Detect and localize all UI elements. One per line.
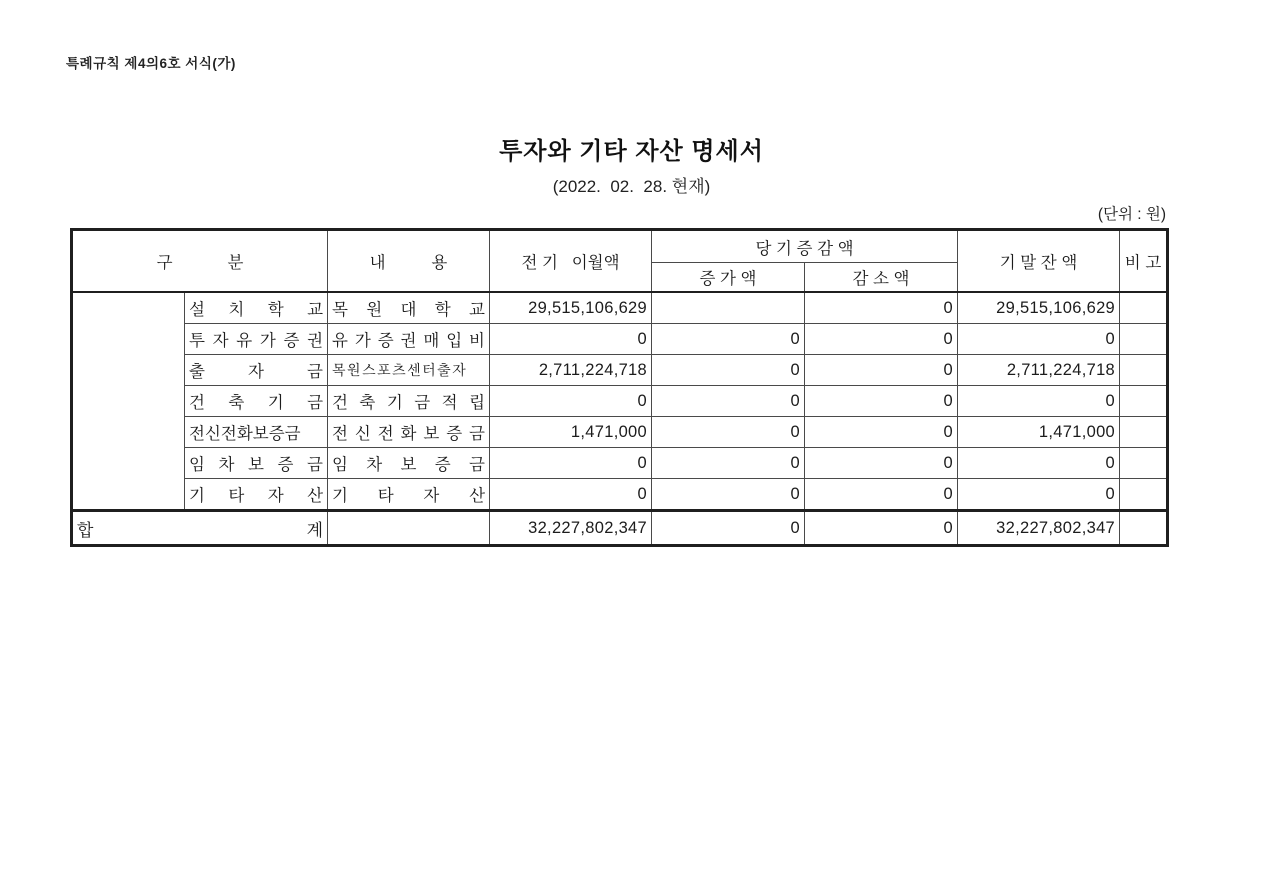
cell-content: 임 차 보 증 금 — [328, 448, 490, 479]
cell-increase: 0 — [652, 386, 805, 417]
col-header-remarks: 비 고 — [1120, 230, 1168, 293]
cell-category: 출 자 금 — [185, 355, 328, 386]
cell-ending-balance: 0 — [958, 324, 1120, 355]
cell-category: 건 축 기 금 — [185, 386, 328, 417]
cell-carried-forward: 29,515,106,629 — [490, 292, 652, 324]
total-carried-forward: 32,227,802,347 — [490, 511, 652, 546]
cell-increase: 0 — [652, 479, 805, 511]
cell-increase — [652, 292, 805, 324]
cell-decrease: 0 — [805, 292, 958, 324]
cell-content: 목 원 대 학 교 — [328, 292, 490, 324]
cell-decrease: 0 — [805, 386, 958, 417]
total-decrease: 0 — [805, 511, 958, 546]
table-row — [72, 292, 1168, 324]
cell-carried-forward: 0 — [490, 479, 652, 511]
cell-remarks — [1120, 417, 1168, 448]
cell-ending-balance: 0 — [958, 479, 1120, 511]
cell-remarks — [1120, 292, 1168, 324]
cell-decrease: 0 — [805, 355, 958, 386]
category-group-cell — [72, 292, 185, 511]
col-header-increase: 증 가 액 — [652, 263, 805, 293]
cell-increase: 0 — [652, 448, 805, 479]
table-row — [72, 417, 1168, 448]
cell-remarks — [1120, 324, 1168, 355]
col-header-carried-forward: 전 기 이월액 — [490, 230, 652, 293]
cell-remarks — [1120, 448, 1168, 479]
cell-decrease: 0 — [805, 479, 958, 511]
cell-ending-balance: 1,471,000 — [958, 417, 1120, 448]
cell-category: 기 타 자 산 — [185, 479, 328, 511]
table-row — [72, 479, 1168, 511]
total-increase: 0 — [652, 511, 805, 546]
table-row — [72, 324, 1168, 355]
cell-ending-balance: 0 — [958, 386, 1120, 417]
cell-carried-forward: 0 — [490, 448, 652, 479]
cell-category: 설 치 학 교 — [185, 292, 328, 324]
cell-remarks — [1120, 386, 1168, 417]
cell-carried-forward: 0 — [490, 324, 652, 355]
form-regulation-note: 특례규칙 제4의6호 서식(가) — [66, 56, 236, 71]
page-subtitle-date: (2022. 02. 28. 현재) — [552, 177, 711, 196]
total-content — [328, 511, 490, 546]
col-header-content: 내 용 — [328, 230, 490, 293]
assets-table — [70, 228, 1169, 547]
cell-decrease: 0 — [805, 448, 958, 479]
cell-increase: 0 — [652, 324, 805, 355]
col-header-decrease: 감 소 액 — [805, 263, 958, 293]
cell-ending-balance: 2,711,224,718 — [958, 355, 1120, 386]
cell-ending-balance: 0 — [958, 448, 1120, 479]
cell-content: 기 타 자 산 — [328, 479, 490, 511]
cell-remarks — [1120, 355, 1168, 386]
total-remarks — [1120, 511, 1168, 546]
cell-category: 임 차 보 증 금 — [185, 448, 328, 479]
cell-ending-balance: 29,515,106,629 — [958, 292, 1120, 324]
col-header-category: 구 분 — [72, 230, 328, 293]
total-row — [72, 511, 1168, 546]
cell-carried-forward: 1,471,000 — [490, 417, 652, 448]
col-header-period-change: 당 기 증 감 액 — [652, 230, 958, 263]
cell-carried-forward: 0 — [490, 386, 652, 417]
cell-increase: 0 — [652, 417, 805, 448]
col-header-ending-balance: 기 말 잔 액 — [958, 230, 1120, 293]
cell-decrease: 0 — [805, 417, 958, 448]
cell-content: 목원스포츠센터출자 — [328, 355, 490, 386]
cell-content: 전 신 전 화 보 증 금 — [328, 417, 490, 448]
table-row — [72, 386, 1168, 417]
unit-note: (단위 : 원) — [1097, 206, 1166, 223]
cell-category: 투 자 유 가 증 권 — [185, 324, 328, 355]
cell-increase: 0 — [652, 355, 805, 386]
cell-carried-forward: 2,711,224,718 — [490, 355, 652, 386]
cell-remarks — [1120, 479, 1168, 511]
total-ending-balance: 32,227,802,347 — [958, 511, 1120, 546]
table-row — [72, 448, 1168, 479]
table-row — [72, 355, 1168, 386]
cell-decrease: 0 — [805, 324, 958, 355]
cell-category: 전신전화보증금 — [185, 417, 328, 448]
total-label: 합 계 — [72, 511, 328, 546]
page-title: 투자와 기타 자산 명세서 — [499, 138, 764, 165]
cell-content: 건 축 기 금 적 립 — [328, 386, 490, 417]
cell-content: 유 가 증 권 매 입 비 — [328, 324, 490, 355]
